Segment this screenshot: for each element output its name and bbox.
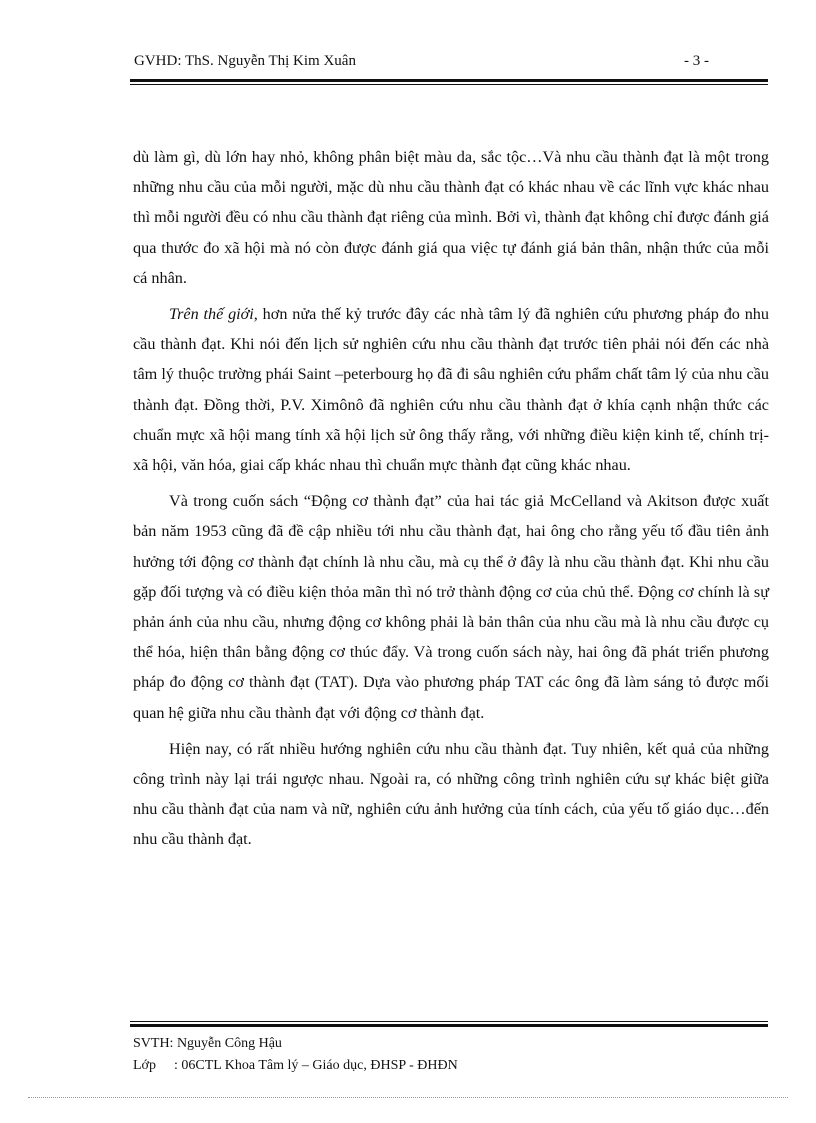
header-rule-thick (130, 79, 768, 82)
document-body (133, 142, 769, 861)
paragraph-2-italic-lead: Trên thế giới, (169, 305, 258, 324)
footer-rule-thin (130, 1021, 768, 1022)
class-label: Lớp (133, 1058, 156, 1073)
paragraph-1: dù làm gì, dù lớn hay nhỏ, không phân biệt màu da, sắc tộc…Và nhu cầu thành đạt là một trong những nhu cầu của mỗi người, mặc dù nhu cầu thành đạt có khác nhau về các lĩnh vực khác nhau thì mỗi người đều có nhu cầu thành đạt riêng của mình. Bởi vì, thành đạt không chỉ được đánh giá qua thước đo xã hội mà nó còn được đánh giá qua việc tự đánh giá bản thân, nhận thức của mỗi cá nhân. (133, 148, 769, 287)
class-line (133, 1055, 458, 1077)
advisor-label: GVHD: ThS. Nguyễn Thị Kim Xuân (134, 53, 356, 69)
page-footer (133, 1033, 458, 1077)
header-rule-thin (130, 84, 768, 85)
footer-rule-thick (130, 1024, 768, 1027)
page-number: - 3 - (684, 53, 709, 69)
student-label: SVTH: Nguyễn Công Hậu (133, 1036, 282, 1051)
page-boundary (28, 1097, 788, 1098)
paragraph-2 (133, 299, 769, 480)
paragraph-2-text: hơn nửa thế kỷ trước đây các nhà tâm lý đã nghiên cứu phương pháp đo nhu cầu thành đạt. Khi nói đến lịch sử nghiên cứu nhu cầu thành đạt trước tiên phải nói đến các nhà tâm lý thuộc trường phái Saint –peterbourg họ đã đi sâu nghiên cứu phẩm chất tâm lý của nhu cầu thành đạt. Đồng thời, P.V. Ximônô đã nghiên cứu nhu cầu thành đạt ở khía cạnh nhận thức các chuẩn mực xã hội mang tính xã hội lịch sử ông thấy rằng, với những điều kiện kinh tế, chính trị- xã hội, văn hóa, giai cấp khác nhau thì chuẩn mực thành đạt cũng khác nhau. (133, 305, 769, 475)
paragraph-4: Hiện nay, có rất nhiều hướng nghiên cứu nhu cầu thành đạt. Tuy nhiên, kết quả của những công trình này lại trái ngược nhau. Ngoài ra, có những công trình nghiên cứu sự khác biệt giữa nhu cầu thành đạt của nam và nữ, nghiên cứu ảnh hưởng của tính cách, của yếu tố giáo dục…đến nhu cầu thành đạt. (133, 739, 769, 849)
class-value: : 06CTL Khoa Tâm lý – Giáo dục, ĐHSP - ĐHĐN (174, 1058, 458, 1073)
paragraph-3: Và trong cuốn sách “Động cơ thành đạt” của hai tác giả McCelland và Akitson được xuất bản năm 1953 cũng đã đề cập nhiều tới nhu cầu thành đạt, hai ông cho rằng yếu tố đầu tiên ảnh hưởng tới động cơ thành đạt chính là nhu cầu, mà cụ thể ở đây là nhu cầu thành đạt. Khi nhu cầu gặp đối tượng và có điều kiện thỏa mãn thì nó trở thành động cơ của chủ thể. Động cơ chính là sự phản ánh của nhu cầu, nhưng động cơ không phải là bản thân của nhu cầu mà là nhu cầu được cụ thể hóa, hiện thân bằng động cơ thúc đẩy. Và trong cuốn sách này, hai ông đã phát triển phương pháp đo động cơ thành đạt (TAT). Dựa vào phương pháp TAT các ông đã làm sáng tỏ được mối quan hệ giữa nhu cầu thành đạt với động cơ thành đạt. (133, 492, 769, 722)
